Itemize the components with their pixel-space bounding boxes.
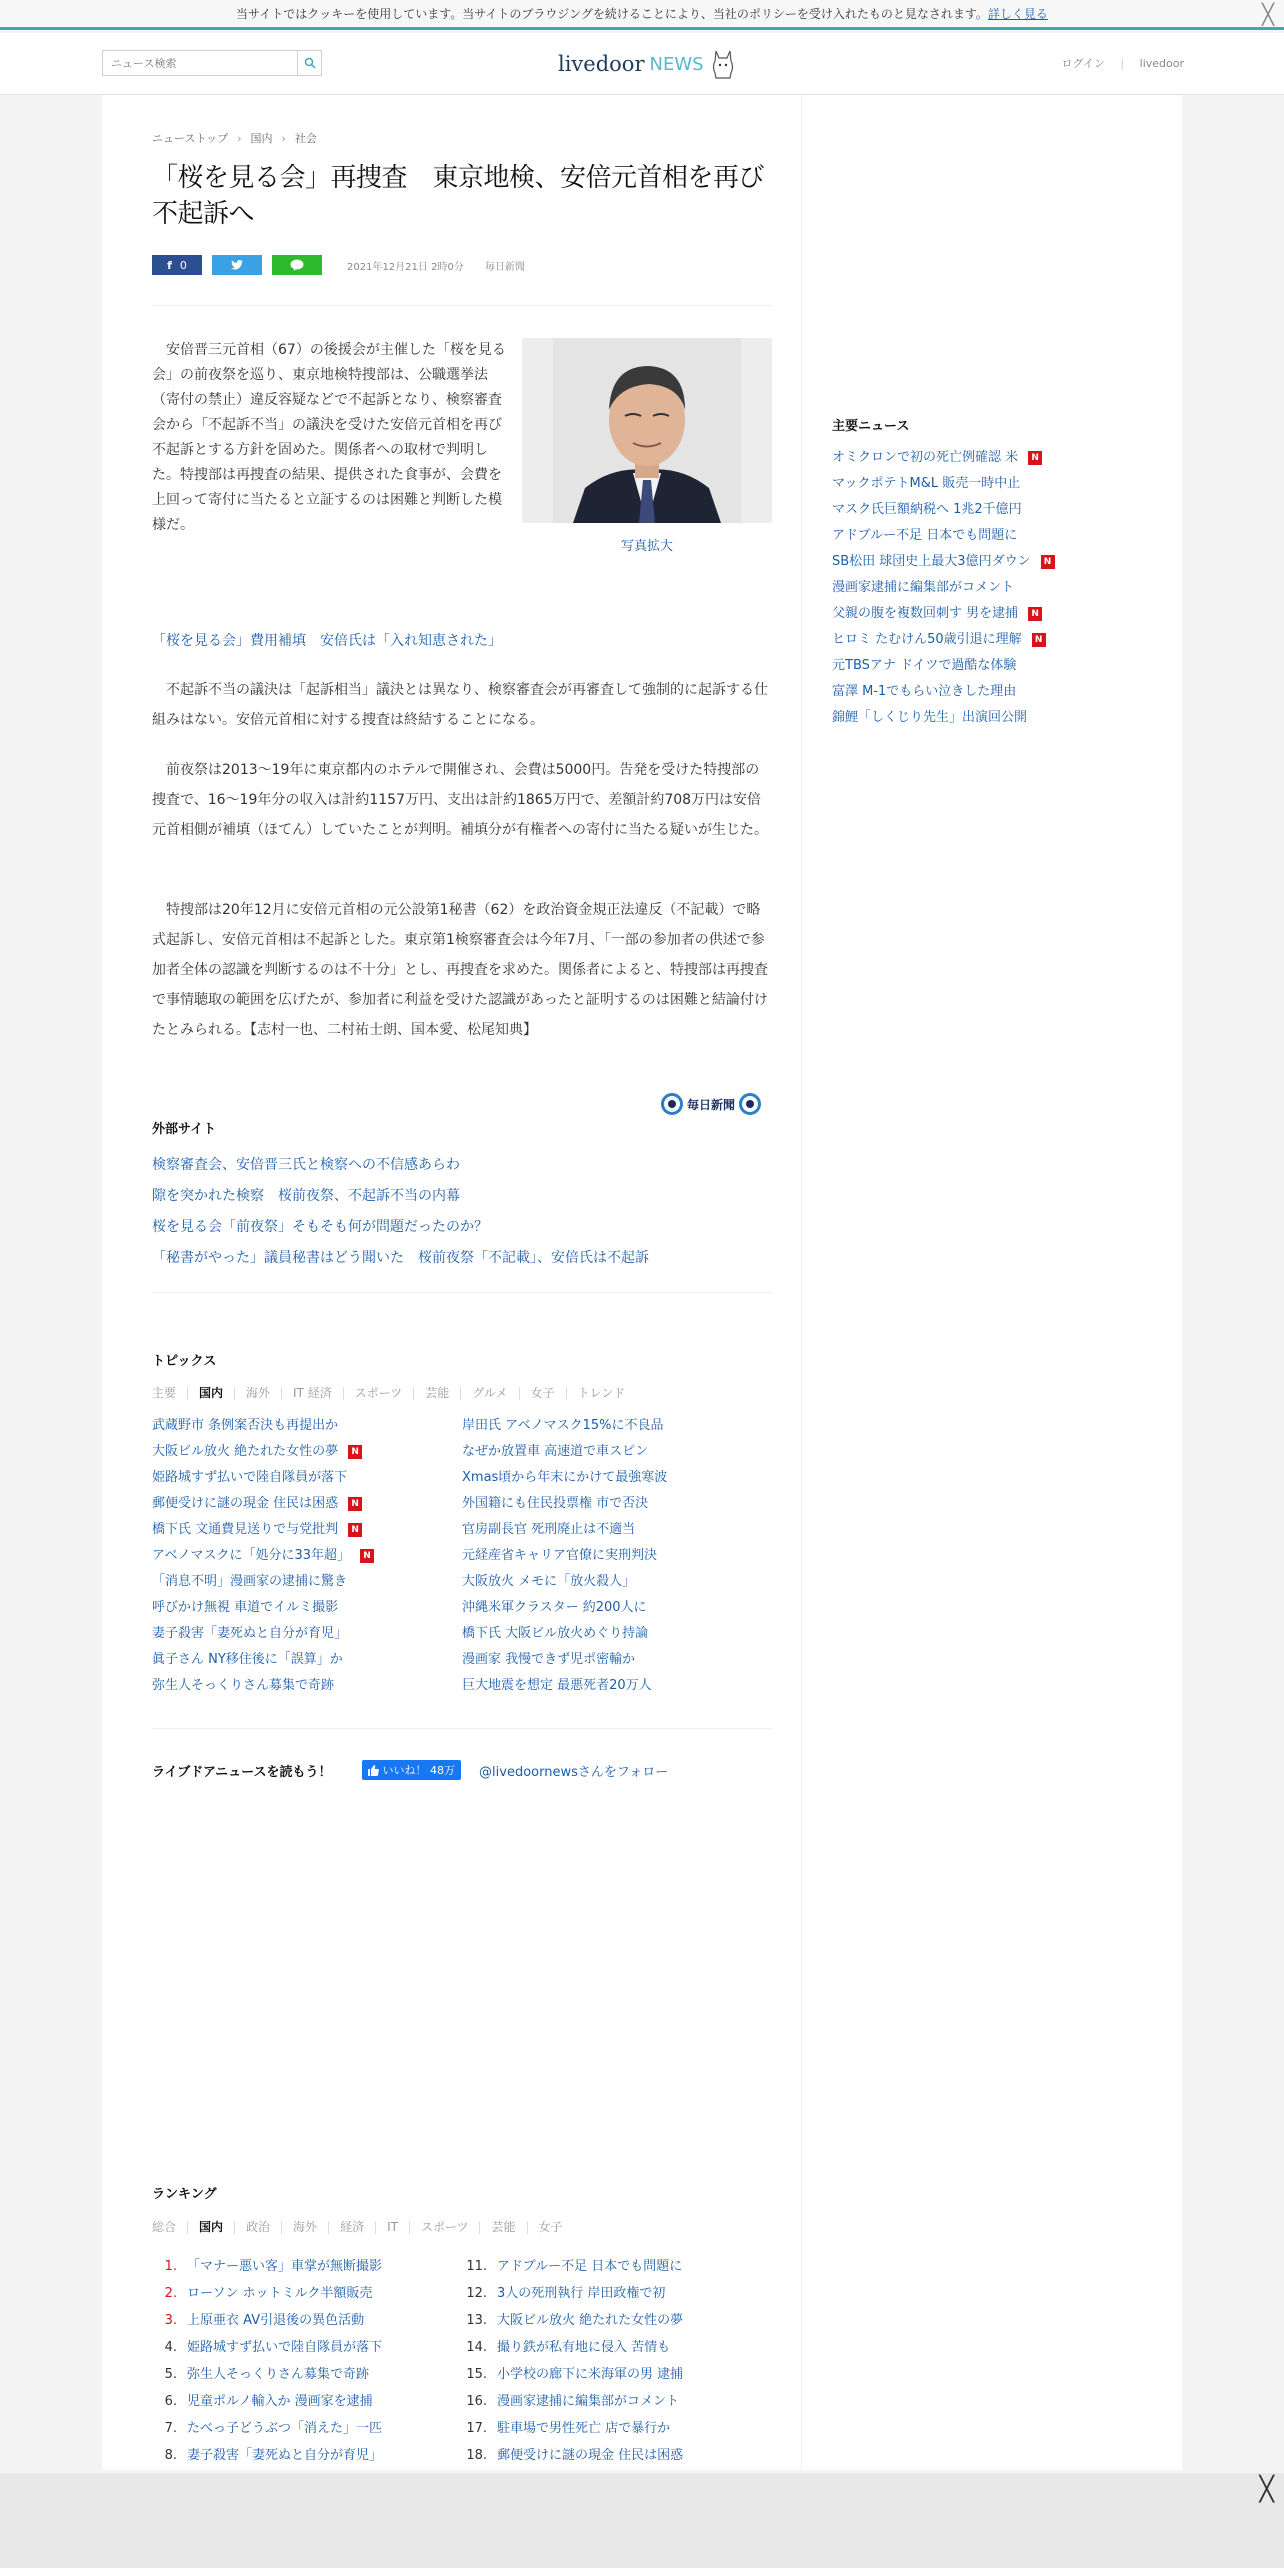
ranking-item[interactable]: [462, 2415, 772, 2442]
topic-title: 橋下氏 文通費見送りで与党批判: [152, 1522, 339, 1537]
tab-it[interactable]: IT: [375, 2221, 409, 2234]
rank-number: 6.: [164, 2394, 177, 2409]
major-news-item[interactable]: [832, 471, 1055, 497]
portrait-illustration: [553, 338, 741, 523]
tab-trend[interactable]: トレンド: [566, 1387, 637, 1400]
twitter-icon: [231, 260, 243, 270]
major-news-item[interactable]: [832, 523, 1055, 549]
chevron-right-icon: ›: [237, 131, 242, 145]
topic-item[interactable]: [462, 1413, 772, 1439]
new-badge: N: [360, 1549, 374, 1563]
follow-text: ライブドアニュースを読もう！: [152, 1764, 332, 1780]
rank-title[interactable]: 妻子殺害「妻死ぬと自分が育児」: [187, 2448, 383, 2463]
ranking-heading: ランキング: [152, 2187, 217, 2202]
topic-item[interactable]: [152, 1517, 462, 1543]
paragraph-text: 不起訴不当の議決は「起訴相当」議決とは異なり、検察審査会が再審査して強制的に起訴する仕組みはない。安倍元首相に対する捜査は終結することになる。: [152, 682, 768, 728]
close-icon[interactable]: ╳: [1261, 2, 1274, 26]
follow-bar: [152, 1760, 668, 1780]
article-paragraph: [152, 895, 772, 1045]
major-news-item[interactable]: [832, 627, 1055, 653]
rank-number: 11.: [466, 2259, 487, 2274]
external-heading: 外部サイト: [152, 1122, 217, 1137]
logo-news: NEWS: [649, 53, 704, 75]
ranking-item[interactable]: [152, 2280, 462, 2307]
rank-title[interactable]: アドブルー不足 日本でも問題に: [497, 2259, 683, 2274]
article-source[interactable]: 毎日新聞: [485, 261, 525, 273]
ranking-item[interactable]: [462, 2442, 772, 2469]
topic-title: 元経産省キャリア官僚に実刑判決: [462, 1548, 658, 1563]
topic-item[interactable]: [152, 1647, 462, 1673]
divider: [152, 305, 772, 306]
topic-item[interactable]: [462, 1465, 772, 1491]
topic-item[interactable]: [462, 1569, 772, 1595]
major-news-heading: 主要ニュース: [832, 419, 910, 434]
news-title: ヒロミ たむけん50歳引退に理解: [832, 632, 1022, 647]
tab-domestic[interactable]: 国内: [187, 1387, 234, 1400]
divider: |: [1120, 57, 1125, 70]
external-link[interactable]: 検察審査会、安倍晋三氏と検察への不信感あらわ: [152, 1157, 460, 1173]
site-logo[interactable]: [558, 47, 736, 81]
ranking-item[interactable]: [152, 2388, 462, 2415]
topic-title: Xmas頃から年末にかけて最強寒波: [462, 1470, 668, 1485]
divider: [152, 1728, 772, 1729]
search-box: [102, 50, 322, 76]
topic-title: アベノマスクに「処分に33年超」: [152, 1548, 351, 1563]
rank-title[interactable]: 3人の死刑執行 岸田政権で初: [497, 2286, 666, 2301]
topic-title: 「消息不明」漫画家の逮捕に驚き: [152, 1574, 348, 1589]
article-lead: [152, 338, 507, 538]
topic-title: 眞子さん NY移住後に「誤算」か: [152, 1652, 343, 1667]
topic-title: 大阪ビル放火 絶たれた女性の夢: [152, 1444, 339, 1459]
ranking-item[interactable]: [462, 2334, 772, 2361]
mascot-icon: [710, 47, 736, 81]
rank-title[interactable]: 漫画家逮捕に編集部がコメント: [497, 2394, 680, 2409]
rank-number: 7.: [164, 2421, 177, 2436]
logo-text: livedoor: [558, 52, 645, 76]
topic-title: 妻子殺害「妻死ぬと自分が育児」: [152, 1626, 348, 1641]
major-news-list: [832, 445, 1055, 731]
cookie-more-link[interactable]: 詳しく見る: [987, 7, 1048, 21]
article-photo[interactable]: [522, 338, 772, 523]
lead-text: 安倍晋三元首相（67）の後援会が主催した「桜を見る会」の前夜祭を巡り、東京地検特捜部は、公職選挙法（寄付の禁止）違反容疑などで不起訴となり、検察審査会から「不起訴不当」の議決を受けた安倍元首相を再び不起訴とする方針を固めた。関係者への取材で判明した。特捜部は再捜査の結果、提供された食事が、会費を上回って寄付に当たると立証するのは困難と判断した模様だ。: [152, 342, 506, 533]
news-title: 錦鯉「しくじり先生」出演回公開: [832, 710, 1028, 725]
rank-number: 4.: [164, 2340, 177, 2355]
ranking-item[interactable]: [462, 2361, 772, 2388]
related-article-link[interactable]: 「桜を見る会」費用補填 安倍氏は「入れ知恵された」: [152, 633, 502, 649]
topics-list-left: [152, 1413, 462, 1699]
topic-title: 沖縄米軍クラスター 約200人に: [462, 1600, 647, 1615]
tab-main[interactable]: 主要: [152, 1386, 177, 1400]
topic-item[interactable]: [152, 1569, 462, 1595]
breadcrumb: [152, 130, 317, 146]
twitter-follow-link[interactable]: @livedoornewsさんをフォロー: [479, 1764, 669, 1780]
news-title: マスク氏巨額納税へ 1兆2千億円: [832, 502, 1022, 517]
topic-title: 官房副長官 死刑廃止は不適当: [462, 1522, 636, 1537]
ranking-item[interactable]: [152, 2253, 462, 2280]
major-news-item[interactable]: [832, 653, 1055, 679]
topic-item[interactable]: [152, 1673, 462, 1699]
rank-title[interactable]: 駐車場で男性死亡 店で暴行か: [497, 2421, 671, 2436]
like-count: いいね！ 48万: [382, 1764, 456, 1777]
rank-number: 14.: [466, 2340, 487, 2355]
facebook-count: 0: [179, 258, 187, 272]
ranking-item[interactable]: [462, 2280, 772, 2307]
tab-world[interactable]: 海外: [281, 2221, 328, 2234]
rank-title[interactable]: 撮り鉄が私有地に侵入 苦情も: [497, 2340, 671, 2355]
rank-title[interactable]: 大阪ビル放火 絶たれた女性の夢: [497, 2313, 684, 2328]
rank-title[interactable]: 上原亜衣 AV引退後の異色活動: [187, 2313, 365, 2328]
close-icon[interactable]: ╳: [1259, 2475, 1274, 2503]
article-date: 2021年12月21日 2時0分: [347, 261, 464, 273]
ranking-item[interactable]: [462, 2253, 772, 2280]
bottom-ad-banner: [0, 2473, 1284, 2568]
mainichi-logo: [657, 1093, 765, 1115]
rank-title[interactable]: 小学校の廊下に米海軍の男 逮捕: [497, 2367, 684, 2382]
rank-number: 2.: [164, 2286, 177, 2301]
topic-item[interactable]: [462, 1595, 772, 1621]
news-title: マックポテトM&L 販売一時中止: [832, 476, 1021, 491]
mainichi-mark-icon: [739, 1093, 761, 1115]
ranking-item[interactable]: [462, 2307, 772, 2334]
major-news-item[interactable]: [832, 705, 1055, 731]
facebook-icon: f: [167, 258, 172, 272]
login-link[interactable]: ログイン: [1061, 57, 1105, 70]
news-title: オミクロンで初の死亡例確認 米: [832, 450, 1019, 465]
topic-item[interactable]: [462, 1543, 772, 1569]
topic-title: なぜか放置車 高速道で車スピン: [462, 1444, 649, 1459]
news-title: アドブルー不足 日本でも問題に: [832, 528, 1018, 543]
breadcrumb-society[interactable]: 社会: [294, 132, 317, 145]
tab-sports[interactable]: スポーツ: [343, 1387, 414, 1400]
tab-gourmet[interactable]: グルメ: [460, 1387, 518, 1400]
tab-politics[interactable]: 政治: [234, 2221, 281, 2234]
rank-title[interactable]: 姫路城すず払いで陸自隊員が落下: [187, 2340, 383, 2355]
new-badge: N: [1032, 633, 1046, 647]
major-news-item[interactable]: [832, 601, 1055, 627]
mainichi-text: 毎日新聞: [687, 1097, 736, 1112]
mainichi-mark-icon: [661, 1093, 683, 1115]
topic-item[interactable]: [462, 1517, 772, 1543]
rank-title[interactable]: ローソン ホットミルク半額販売: [187, 2286, 373, 2301]
topic-item[interactable]: [152, 1465, 462, 1491]
new-badge: N: [1028, 607, 1042, 621]
news-title: 父親の腹を複数回刺す 男を逮捕: [832, 606, 1019, 621]
chevron-right-icon: ›: [281, 131, 286, 145]
tab-economy[interactable]: 経済: [328, 2221, 375, 2234]
topic-item[interactable]: [152, 1439, 462, 1465]
search-icon: [304, 57, 316, 69]
livedoor-link[interactable]: livedoor: [1139, 57, 1184, 70]
tab-entertainment[interactable]: 芸能: [413, 1387, 460, 1400]
topic-title: 外国籍にも住民投票権 市で否決: [462, 1496, 649, 1511]
news-title: SB松田 球団史上最大3億円ダウン: [832, 554, 1031, 569]
topic-item[interactable]: [462, 1673, 772, 1699]
rank-number: 1.: [164, 2259, 177, 2274]
topic-item[interactable]: [462, 1647, 772, 1673]
new-badge: N: [1041, 555, 1055, 569]
line-icon: [290, 259, 304, 271]
search-input[interactable]: [103, 51, 297, 75]
topic-item[interactable]: [152, 1621, 462, 1647]
major-news-item[interactable]: [832, 575, 1055, 601]
tab-women[interactable]: 女子: [519, 1387, 566, 1400]
portrait-image: [553, 338, 741, 523]
line-share-button[interactable]: [272, 255, 322, 275]
site-header: [0, 33, 1284, 95]
external-link[interactable]: 隙を突かれた検察 桜前夜祭、不起訴不当の内幕: [152, 1188, 460, 1204]
major-news-item[interactable]: [832, 549, 1055, 575]
topic-item[interactable]: [152, 1413, 462, 1439]
article-paragraph: [152, 675, 772, 735]
topic-item[interactable]: [152, 1595, 462, 1621]
photo-enlarge-link[interactable]: 写真拡大: [620, 539, 673, 554]
article-paragraph: [152, 755, 772, 845]
topic-title: 姫路城すず払いで陸自隊員が落下: [152, 1470, 348, 1485]
rank-number: 8.: [164, 2448, 177, 2463]
topic-title: 漫画家 我慢できず児ポ密輸か: [462, 1652, 636, 1667]
ranking-item[interactable]: [152, 2415, 462, 2442]
divider: [152, 1292, 772, 1293]
topic-item[interactable]: [462, 1491, 772, 1517]
rank-number: 15.: [466, 2367, 487, 2382]
cookie-banner: [0, 0, 1284, 30]
topic-title: 巨大地震を想定 最悪死者20万人: [462, 1678, 652, 1693]
new-badge: N: [348, 1497, 362, 1511]
facebook-share-button[interactable]: [152, 255, 202, 275]
ranking-item[interactable]: [462, 2388, 772, 2415]
ranking-item[interactable]: [152, 2361, 462, 2388]
rank-number: 5.: [164, 2367, 177, 2382]
tab-it-economy[interactable]: IT 経済: [281, 1387, 343, 1400]
share-bar: [152, 255, 543, 275]
news-title: 元TBSアナ ドイツで過酷な体験: [832, 658, 1017, 673]
new-badge: N: [348, 1445, 362, 1459]
rank-number: 18.: [466, 2448, 487, 2463]
topic-item[interactable]: [152, 1491, 462, 1517]
paragraph-text: 特捜部は20年12月に安倍元首相の元公設第1秘書（62）を政治資金規正法違反（不記載）で略式起訴し、安倍元首相は不起訴とした。東京第1検察審査会は今年7月、「一部の参加者の供述で参加者全体の認識を判断するのは不十分」とし、再捜査を求めた。関係者によると、特捜部は再捜査で事情聴取の範囲を広げたが、参加者に利益を受けた認識があったと証明するのは困難と結論付けたとみられる。【志村一也、二村祐士朗、国本愛、松尾知典】: [152, 902, 768, 1038]
topics-heading: トピックス: [152, 1354, 217, 1369]
rank-number: 12.: [466, 2286, 487, 2301]
rank-title[interactable]: たべっ子どうぶつ「消えた」一匹: [187, 2421, 383, 2436]
article-title: 「桜を見る会」再捜査 東京地検、安倍元首相を再び不起訴へ: [152, 163, 765, 229]
rank-number: 3.: [164, 2313, 177, 2328]
topic-item[interactable]: [152, 1543, 462, 1569]
topic-item[interactable]: [462, 1439, 772, 1465]
ranking-tabs: [152, 2221, 574, 2234]
tab-overall[interactable]: 総合: [152, 2220, 177, 2234]
news-title: 漫画家逮捕に編集部がコメント: [832, 580, 1015, 595]
rank-number: 13.: [466, 2313, 487, 2328]
tab-sports[interactable]: スポーツ: [409, 2221, 480, 2234]
search-button[interactable]: [297, 51, 321, 75]
tab-world[interactable]: 海外: [234, 1387, 281, 1400]
tab-entertainment[interactable]: 芸能: [479, 2221, 526, 2234]
new-badge: N: [1028, 451, 1042, 465]
twitter-share-button[interactable]: [212, 255, 262, 275]
topics-tabs: [152, 1387, 636, 1400]
ranking-item[interactable]: [152, 2442, 462, 2469]
cookie-text: 当サイトではクッキーを使用しています。当サイトのブラウジングを続けることにより、当社のポリシーを受け入れたものと見なされます。: [236, 7, 988, 21]
paragraph-text: 前夜祭は2013～19年に東京都内のホテルで開催され、会費は5000円。告発を受けた特捜部の捜査で、16～19年分の収入は計約1157万円、支出は計約1865万円で、差額計約708万円は安倍元首相側が補填（ほてん）していたことが判明。補填分が有権者への寄付に当たる疑いが生じた。: [152, 762, 768, 838]
external-link[interactable]: 桜を見る会「前夜祭」そもそも何が問題だったのか？: [152, 1219, 488, 1235]
news-title: 富澤 M-1でもらい泣きした理由: [832, 684, 1017, 699]
page-container: [102, 95, 1182, 2470]
major-news-item[interactable]: [832, 445, 1055, 471]
ranking-item[interactable]: [152, 2307, 462, 2334]
new-badge: N: [348, 1523, 362, 1537]
rank-title[interactable]: 「マナー悪い客」車掌が無断撮影: [187, 2259, 383, 2274]
ranking-item[interactable]: [152, 2334, 462, 2361]
breadcrumb-news-top[interactable]: ニューストップ: [152, 132, 229, 145]
topic-title: 武蔵野市 条例案否決も再提出か: [152, 1418, 339, 1433]
rank-title[interactable]: 郵便受けに謎の現金 住民は困惑: [497, 2448, 684, 2463]
major-news-item[interactable]: [832, 679, 1055, 705]
breadcrumb-domestic[interactable]: 国内: [250, 132, 273, 145]
topic-title: 岸田氏 アベノマスク15%に不良品: [462, 1418, 664, 1433]
rank-title[interactable]: 児童ポルノ輸入か 漫画家を逮捕: [187, 2394, 373, 2409]
major-news-item[interactable]: [832, 497, 1055, 523]
rank-number: 17.: [466, 2421, 487, 2436]
topic-item[interactable]: [462, 1621, 772, 1647]
main-column: [102, 95, 802, 2470]
article-meta: [347, 258, 543, 273]
topic-title: 大阪放火 メモに「放火殺人」: [462, 1574, 636, 1589]
tab-women[interactable]: 女子: [527, 2221, 574, 2234]
rank-number: 16.: [466, 2394, 487, 2409]
external-link[interactable]: 「秘書がやった」議員秘書はどう聞いた 桜前夜祭「不記載」、安倍氏は不起訴: [152, 1250, 649, 1266]
external-links: [152, 1150, 649, 1274]
topic-title: 橋下氏 大阪ビル放火めぐり持論: [462, 1626, 649, 1641]
topic-title: 郵便受けに謎の現金 住民は困惑: [152, 1496, 339, 1511]
header-links: [1049, 55, 1184, 71]
tab-domestic[interactable]: 国内: [187, 2221, 234, 2234]
topic-title: 呼びかけ無視 車道でイルミ撮影: [152, 1600, 339, 1615]
thumbs-up-icon: [368, 1765, 379, 1776]
facebook-like-button[interactable]: [362, 1760, 462, 1780]
rank-title[interactable]: 弥生人そっくりさん募集で奇跡: [187, 2367, 370, 2382]
topic-title: 弥生人そっくりさん募集で奇跡: [152, 1678, 335, 1693]
topics-list-right: [462, 1413, 772, 1699]
